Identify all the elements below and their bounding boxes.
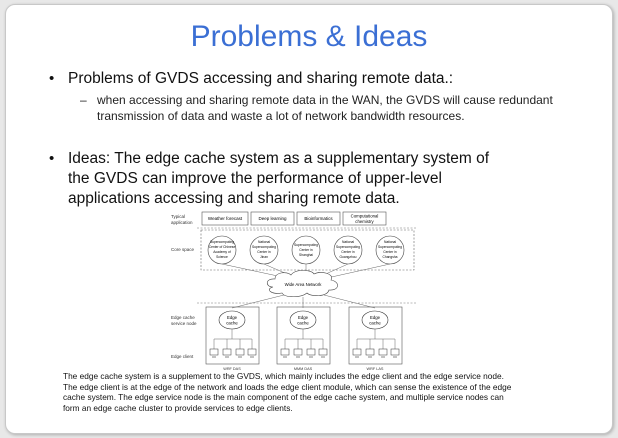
edge-cache-text: Edge	[226, 315, 238, 320]
core-node-text: Changsha	[382, 255, 398, 259]
edge-cache-architecture-diagram	[169, 209, 419, 371]
bullet-line: applications accessing and sharing remote data.	[68, 190, 400, 207]
core-node-text: Shanghai	[299, 253, 313, 257]
app-label: Deep learning	[258, 216, 287, 221]
caption-line: form an edge cache cluster to provide services to edge clients.	[63, 402, 293, 413]
bullet-line: the GVDS can improve the performance of upper-level	[68, 170, 442, 187]
monitor-icon	[294, 349, 302, 355]
label-core-space: Core space	[171, 247, 195, 252]
bullet-ideas	[49, 149, 558, 209]
core-node-text: National	[257, 240, 271, 244]
bullet-text: Problems of GVDS accessing and sharing remote data.:	[68, 70, 454, 87]
bullet-dot-icon: •	[49, 70, 55, 87]
core-node-text: Center in	[341, 250, 355, 254]
slide-title: Problems & Ideas	[190, 20, 428, 53]
app-boxes	[202, 212, 386, 225]
core-node-text: Supercomputing	[377, 245, 403, 249]
slide	[5, 4, 613, 434]
core-node-text: Supercomputing	[293, 243, 319, 247]
node-caption: WRF LAS	[366, 367, 384, 371]
node-caption: WRF DAS	[223, 367, 241, 371]
edge-cache-text: Edge	[297, 315, 309, 320]
dash-icon: –	[80, 93, 87, 107]
core-node-text: Jinan	[260, 255, 268, 259]
monitor-icon	[391, 349, 399, 355]
bullet-problems	[49, 69, 454, 88]
caption-line: cache system. The edge service node is the main component of the edge cache system, and multiple service nodes can	[63, 392, 504, 403]
app-label: Bioinformatics	[304, 216, 333, 221]
label-edge-node-line: Edge cache	[171, 315, 195, 320]
monitor-icon	[353, 349, 361, 355]
bullet-line: Ideas: The edge cache system as a supplementary system of	[68, 150, 490, 167]
core-node-text: Center of Chinese	[208, 245, 236, 249]
monitor-icon	[210, 349, 218, 355]
caption-line: The edge client is at the edge of the network and loads the edge client module, which can sense the existence of the edge	[63, 381, 512, 392]
core-node-text: Academy of	[213, 250, 231, 254]
edge-cache-text: cache	[297, 320, 309, 326]
app-label: Weather forecast	[207, 216, 243, 221]
edge-cache-text: Edge	[369, 315, 381, 320]
core-node-text: Center in	[383, 250, 397, 254]
bullet-dot-icon: •	[49, 150, 55, 167]
monitor-icon	[236, 349, 244, 355]
node-caption: MMM DAS	[293, 367, 313, 371]
edge-nodes	[206, 307, 402, 364]
core-node-text: Center in	[299, 248, 313, 252]
monitor-icon	[223, 349, 231, 355]
core-node-text: Supercomputing	[251, 245, 277, 249]
monitor-icon	[281, 349, 289, 355]
figure-caption	[63, 371, 583, 413]
monitor-icon	[307, 349, 315, 355]
client-monitor-icons	[210, 349, 399, 355]
core-node-text: Science	[216, 255, 228, 259]
core-node-text: National	[383, 240, 397, 244]
edge-cache-text: cache	[226, 320, 238, 326]
core-node-text: Center in	[257, 250, 271, 254]
monitor-icon	[319, 349, 327, 355]
label-typical-app-line: Typical	[171, 214, 186, 219]
edge-cache-text: cache	[369, 320, 381, 326]
core-nodes	[208, 236, 404, 264]
core-node-text: Supercomputing	[209, 240, 235, 244]
core-node-text: Guangzhou	[339, 255, 357, 259]
label-edge-node-line: service node	[171, 321, 197, 326]
monitor-icon	[248, 349, 256, 355]
core-node-text: Supercomputing	[335, 245, 361, 249]
sub-bullet-problems	[80, 92, 557, 124]
wan-label: Wide Area Network	[284, 282, 322, 287]
label-edge-client: Edge client	[171, 354, 194, 359]
app-label: Computational	[350, 213, 379, 219]
monitor-icon	[379, 349, 387, 355]
core-node-text: National	[341, 240, 355, 244]
app-label: chemistry	[355, 219, 374, 224]
sub-bullet-text: when accessing and sharing remote data in the WAN, the GVDS will cause redundant transmission of data and waste a lot of network bandwidth resources.	[97, 93, 553, 123]
monitor-icon	[366, 349, 374, 355]
caption-line: The edge cache system is a supplement to the GVDS, which mainly includes the edge client and the edge service node.	[63, 371, 504, 381]
label-typical-app-line: application	[171, 220, 193, 225]
